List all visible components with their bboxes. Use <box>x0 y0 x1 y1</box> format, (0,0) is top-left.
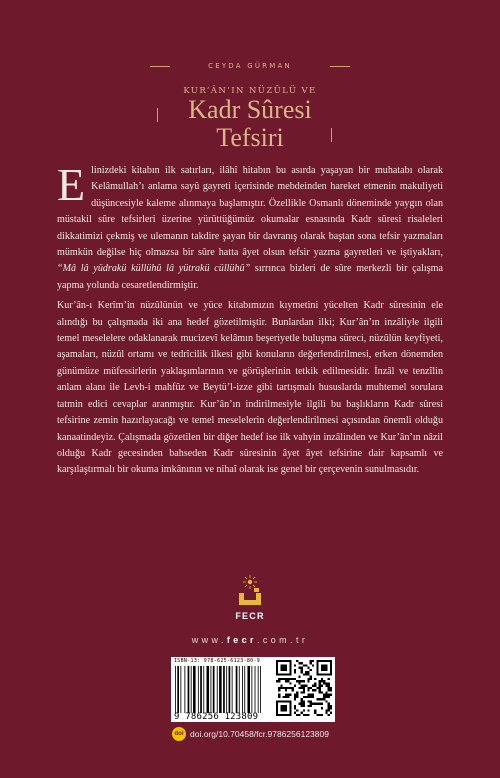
barcode-icon <box>175 666 273 713</box>
doi-row[interactable] <box>172 727 329 741</box>
website-prefix: www. <box>191 635 227 645</box>
doi-link[interactable]: doi.org/10.70458/fcr.9786256123809 <box>190 729 329 739</box>
title-rule-left <box>150 66 170 67</box>
paragraph-1-text: linizdeki kitabın ilk satırları, ilâhî hitabın bu asırda yaşayan bir muhatabı olarak Kelâmullah’ı anlama sayû gayreti içerisinde mebdeinden hareket etmenin makuliyeti düşüncesiyle kaleme alınmaya başlamıştır. Özellikle Osmanlı döneminde yaygın olan müstakil sûre tefsirleri üzerine yürüttüğümüz okumalar esnasında Kadr sûresi risaleleri dikkatimizi çekmiş ve ulemanın takdire şayan bir davranış olarak baştan sona tefsir yazmaları mümkün değilse hiç olmazsa bir sûre hatta âyet olsun tefsir yazma gayretleri ve iştiyakları, <box>57 165 443 259</box>
website-domain: fecr <box>226 635 257 645</box>
series-subtitle: KUR’ÂN’IN NÜZÛLÜ VE <box>183 86 317 96</box>
drop-cap: E <box>57 159 86 210</box>
paragraph-2: Kur’ân-ı Kerîm’in nüzûlünün ve yüce kitabımızın kıymetini yücelten Kadr sûresinin ele alındığı bu çalışmada iki ana hedef gözetilmiştir. Bunlardan ilki; Kur’ân’ın inzâliyle ilgili temel meselelere odaklanarak mucizevî kelâmın beşeriyetle buluşma süreci, nüzûlün keyfiyeti, aşamaları, nüzûl ortamı ve tedrîcilik ilkesi gibi konuların değerlendirilmesi, erken dönemden günümüze müfessirlerin yaklaşımlarının ve görüşlerinin tetkik edilmesidir. İnzâl ve tenzîlin anlam alanı ile Levh-i mahfûz ve Beytü’l-izze gibi tartışmalı hususlarda muhtemel sorulara tatmin edici cevaplar aranmıştır. Kur’ân’ın indirilmesiyle ilgili bu başlıkların Kadr sûresi tefsirine zemin hazırlayacağı ve temel meselelerin değerlendirilmesi açısından önemli olduğu kanaatindeyiz. Çalışmada gözetilen bir diğer hedef ise ilk vahyin inzâlinden ve Kur’ân’ın nâzil olduğu Kadr gecesinden bahseden Kadr sûresinin âyet âyet tefsirine dair kapsamlı ve karşılaştırmalı bir okuma imkânının ve nihaî olarak ise genel bir çerçevenin sunulmasıdır. <box>57 300 443 476</box>
paragraph-1-end: sırrınca bizleri de sûre merkezli bir çalışma yapma yolunda cesaretlendirmiştir. <box>57 263 443 291</box>
title-bracket-left <box>157 108 158 122</box>
isbn-number: 9 786256 123809 <box>174 712 259 722</box>
author-name: CEYDA GÜRMAN <box>208 62 292 70</box>
isbn-label: ISBN-13: 978-625-6123-80-9 <box>174 658 261 664</box>
publisher-name: FECR <box>235 611 265 621</box>
qr-code-icon <box>276 660 332 716</box>
title-rule-right <box>330 66 350 67</box>
doi-badge-icon: doi <box>172 727 186 741</box>
website-suffix: .com.tr <box>256 635 309 645</box>
title-bracket-right <box>331 128 332 142</box>
isbn-barcode-box <box>171 657 335 722</box>
book-title-line-2: Tefsiri <box>216 123 284 152</box>
paragraph-1 <box>57 159 443 294</box>
fecr-logo-icon <box>230 574 270 608</box>
publisher-website[interactable] <box>0 635 500 645</box>
back-cover-text <box>57 159 443 479</box>
paragraph-1-quote: “Mâ lâ yüdrakü küllühû lâ yütrakü cüllühû” <box>57 263 251 275</box>
book-title-line-1: Kadr Sûresi <box>188 95 312 124</box>
